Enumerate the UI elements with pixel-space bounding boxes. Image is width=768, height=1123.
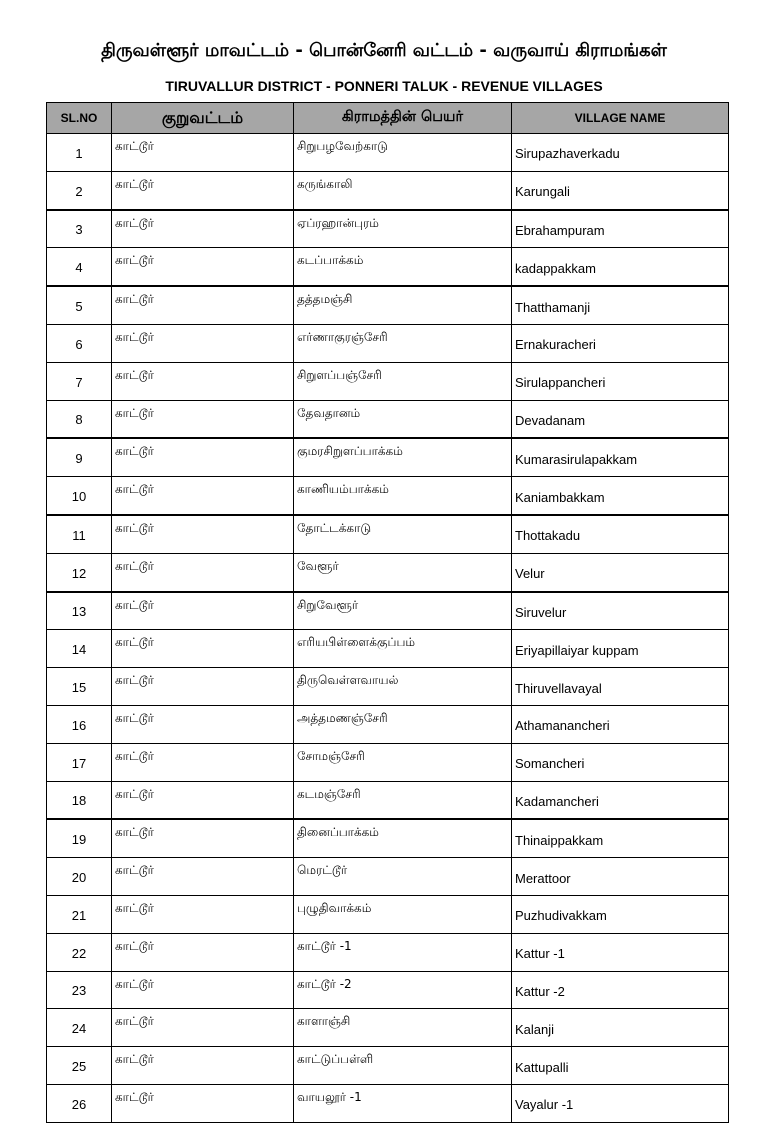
cell-village-english: Karungali [512, 171, 729, 209]
table-row [47, 286, 729, 324]
cell-circle: காட்டூர் [112, 1084, 294, 1122]
cell-sl-no: 12 [47, 553, 112, 591]
cell-circle: காட்டூர் [112, 515, 294, 553]
cell-village-english: kadappakkam [512, 248, 729, 286]
cell-village-english: Sirupazhaverkadu [512, 134, 729, 172]
cell-village-english: Velur [512, 553, 729, 591]
cell-village-english: Kattur -2 [512, 971, 729, 1009]
cell-sl-no: 2 [47, 171, 112, 209]
table-header-row [47, 103, 729, 134]
column-header-village-tamil: கிராமத்தின் பெயர் [294, 103, 512, 134]
cell-sl-no: 4 [47, 248, 112, 286]
cell-village-tamil: காட்டுப்பள்ளி [294, 1047, 512, 1085]
cell-sl-no: 10 [47, 477, 112, 515]
cell-village-english: Thinaippakkam [512, 819, 729, 857]
cell-sl-no: 24 [47, 1009, 112, 1047]
cell-village-tamil: காணியம்பாக்கம் [294, 477, 512, 515]
cell-sl-no: 6 [47, 324, 112, 362]
table-row [47, 248, 729, 286]
cell-sl-no: 21 [47, 895, 112, 933]
cell-circle: காட்டூர் [112, 895, 294, 933]
table-row [47, 210, 729, 248]
cell-sl-no: 18 [47, 781, 112, 819]
cell-circle: காட்டூர் [112, 858, 294, 896]
cell-circle: காட்டூர் [112, 743, 294, 781]
cell-sl-no: 16 [47, 705, 112, 743]
cell-circle: காட்டூர் [112, 171, 294, 209]
cell-village-english: Kalanji [512, 1009, 729, 1047]
table-row [47, 1047, 729, 1085]
cell-circle: காட்டூர் [112, 438, 294, 476]
column-header-village-english: VILLAGE NAME [512, 103, 729, 134]
cell-village-tamil: கடமஞ்சேரி [294, 781, 512, 819]
cell-village-english: Ebrahampuram [512, 210, 729, 248]
cell-circle: காட்டூர் [112, 933, 294, 971]
table-row [47, 438, 729, 476]
cell-village-tamil: காட்டூர் -1 [294, 933, 512, 971]
cell-village-tamil: கருங்காலி [294, 171, 512, 209]
cell-circle: காட்டூர் [112, 210, 294, 248]
table-row [47, 553, 729, 591]
document-title-english: TIRUVALLUR DISTRICT - PONNERI TALUK - REVENUE VILLAGES [165, 78, 603, 94]
cell-sl-no: 11 [47, 515, 112, 553]
cell-sl-no: 3 [47, 210, 112, 248]
cell-village-english: Puzhudivakkam [512, 895, 729, 933]
cell-circle: காட்டூர் [112, 781, 294, 819]
table-row [47, 134, 729, 172]
cell-village-english: Ernakuracheri [512, 324, 729, 362]
table-row [47, 630, 729, 668]
cell-circle: காட்டூர் [112, 286, 294, 324]
column-header-circle: குறுவட்டம் [112, 103, 294, 134]
cell-village-tamil: காளாஞ்சி [294, 1009, 512, 1047]
table-row [47, 1009, 729, 1047]
cell-village-tamil: புழுதிவாக்கம் [294, 895, 512, 933]
cell-circle: காட்டூர் [112, 705, 294, 743]
cell-sl-no: 15 [47, 668, 112, 706]
cell-circle: காட்டூர் [112, 553, 294, 591]
cell-sl-no: 14 [47, 630, 112, 668]
cell-village-english: Kattupalli [512, 1047, 729, 1085]
cell-village-english: Merattoor [512, 858, 729, 896]
column-header-sl-no: SL.NO [47, 103, 112, 134]
cell-sl-no: 25 [47, 1047, 112, 1085]
cell-village-tamil: தோட்டக்காடு [294, 515, 512, 553]
cell-sl-no: 17 [47, 743, 112, 781]
table-row [47, 819, 729, 857]
cell-sl-no: 9 [47, 438, 112, 476]
cell-village-tamil: சிறுளப்பஞ்சேரி [294, 362, 512, 400]
cell-circle: காட்டூர் [112, 1047, 294, 1085]
cell-village-english: Kadamancheri [512, 781, 729, 819]
cell-circle: காட்டூர் [112, 819, 294, 857]
cell-village-english: Kaniambakkam [512, 477, 729, 515]
table-row [47, 515, 729, 553]
cell-circle: காட்டூர் [112, 668, 294, 706]
cell-village-english: Kumarasirulapakkam [512, 438, 729, 476]
table-row [47, 743, 729, 781]
cell-circle: காட்டூர் [112, 134, 294, 172]
table-row [47, 592, 729, 630]
cell-village-english: Eriyapillaiyar kuppam [512, 630, 729, 668]
cell-village-tamil: ஏப்ரஹான்புரம் [294, 210, 512, 248]
table-row [47, 171, 729, 209]
table-row [47, 477, 729, 515]
cell-circle: காட்டூர் [112, 1009, 294, 1047]
cell-village-tamil: எர்ணாகுரஞ்சேரி [294, 324, 512, 362]
cell-village-tamil: காட்டூர் -2 [294, 971, 512, 1009]
cell-sl-no: 1 [47, 134, 112, 172]
cell-circle: காட்டூர் [112, 477, 294, 515]
cell-village-tamil: அத்தமணஞ்சேரி [294, 705, 512, 743]
cell-village-tamil: தேவதானம் [294, 400, 512, 438]
cell-sl-no: 13 [47, 592, 112, 630]
cell-village-english: Vayalur -1 [512, 1084, 729, 1122]
cell-village-english: Kattur -1 [512, 933, 729, 971]
table-row [47, 971, 729, 1009]
cell-village-english: Siruvelur [512, 592, 729, 630]
cell-village-english: Thottakadu [512, 515, 729, 553]
cell-village-english: Thiruvellavayal [512, 668, 729, 706]
cell-sl-no: 20 [47, 858, 112, 896]
cell-village-tamil: வேளூர் [294, 553, 512, 591]
document-title-tamil: திருவள்ளூர் மாவட்டம் - பொன்னேரி வட்டம் - வருவாய் கிராமங்கள் [101, 40, 667, 61]
cell-sl-no: 26 [47, 1084, 112, 1122]
cell-village-tamil: எரியபிள்ளைக்குப்பம் [294, 630, 512, 668]
cell-circle: காட்டூர் [112, 400, 294, 438]
cell-village-tamil: தினைப்பாக்கம் [294, 819, 512, 857]
cell-circle: காட்டூர் [112, 630, 294, 668]
cell-village-tamil: வாயலூர் -1 [294, 1084, 512, 1122]
cell-circle: காட்டூர் [112, 362, 294, 400]
table-row [47, 781, 729, 819]
table-row [47, 705, 729, 743]
table-row [47, 668, 729, 706]
cell-sl-no: 8 [47, 400, 112, 438]
table-row [47, 324, 729, 362]
cell-village-tamil: சிறுவேளூர் [294, 592, 512, 630]
table-row [47, 895, 729, 933]
table-row [47, 858, 729, 896]
cell-sl-no: 5 [47, 286, 112, 324]
cell-sl-no: 7 [47, 362, 112, 400]
cell-village-english: Sirulappancheri [512, 362, 729, 400]
cell-village-tamil: கடப்பாக்கம் [294, 248, 512, 286]
cell-village-english: Devadanam [512, 400, 729, 438]
cell-village-english: Thatthamanji [512, 286, 729, 324]
table-row [47, 400, 729, 438]
cell-village-tamil: திருவெள்ளவாயல் [294, 668, 512, 706]
cell-village-tamil: குமரசிறுளப்பாக்கம் [294, 438, 512, 476]
cell-sl-no: 23 [47, 971, 112, 1009]
cell-circle: காட்டூர் [112, 592, 294, 630]
cell-village-english: Somancheri [512, 743, 729, 781]
cell-sl-no: 22 [47, 933, 112, 971]
table-row [47, 933, 729, 971]
cell-village-tamil: தத்தமஞ்சி [294, 286, 512, 324]
cell-village-english: Athamanancheri [512, 705, 729, 743]
cell-sl-no: 19 [47, 819, 112, 857]
cell-circle: காட்டூர் [112, 324, 294, 362]
table-body [47, 134, 729, 1123]
cell-village-tamil: சிறுபழவேற்காடு [294, 134, 512, 172]
cell-village-tamil: சோமஞ்சேரி [294, 743, 512, 781]
revenue-villages-table [46, 102, 729, 1123]
cell-circle: காட்டூர் [112, 248, 294, 286]
cell-circle: காட்டூர் [112, 971, 294, 1009]
table-row [47, 1084, 729, 1122]
cell-village-tamil: மெரட்டூர் [294, 858, 512, 896]
table-row [47, 362, 729, 400]
